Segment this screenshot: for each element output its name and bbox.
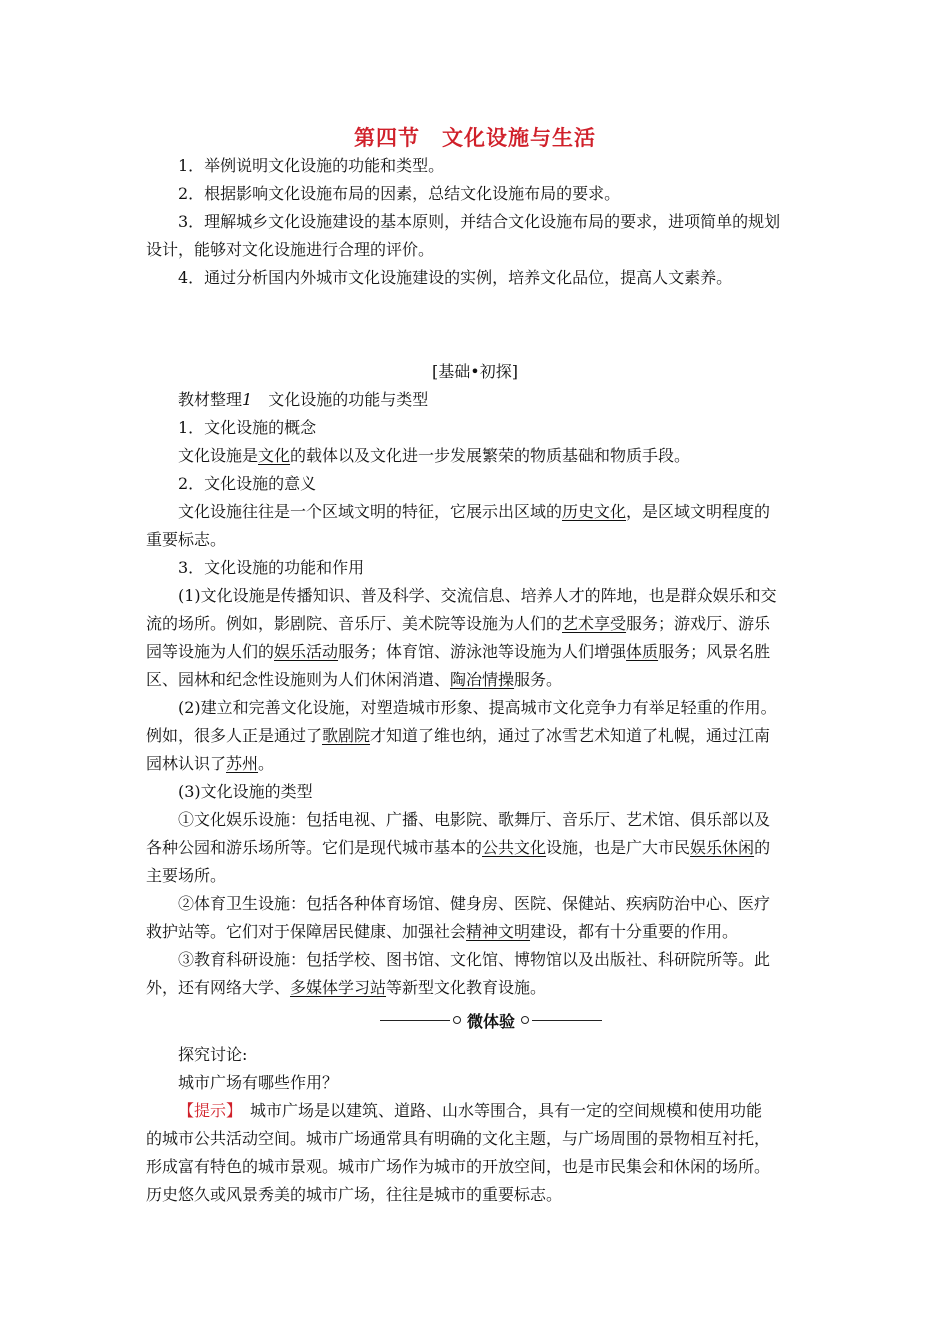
text: 流的场所。例如，影剧院、音乐厅、美术院等设施为人们的 [146,614,563,633]
divider-rule [380,1020,450,1021]
hint-line-2: 的城市公共活动空间。城市广场通常具有明确的文化主题，与广场周围的景物相互衬托， [146,1129,771,1148]
p2-line-3 [146,754,274,774]
p3-a-line-1: ①文化娱乐设施：包括电视、广播、电影院、歌舞厅、音乐厅、艺术馆、俱乐部以及 [178,810,771,829]
hint-line-1 [178,1101,762,1121]
text: 各种公园和游乐场所等。它们是现代城市基本的 [146,838,483,857]
p3-a-line-2 [146,838,770,858]
text: 文化设施往往是一个区域文明的特征，它展示出区域的 [178,502,563,521]
hint-label: 【提示】 [178,1101,235,1120]
text: 例如，很多人正是通过了 [146,726,323,745]
objective-4: 4．通过分析国内外城市文化设施建设的实例，培养文化品位，提高人文素养。 [178,268,733,287]
discussion-question: 城市广场有哪些作用？ [178,1073,339,1092]
text: 的 [754,838,771,857]
text: 救护站等。它们对于保障居民健康、加强社会 [146,922,467,941]
heading-text: 文化设施的功能与类型 [268,390,429,409]
text: 服务；游戏厅、游乐 [626,614,771,633]
micro-experience-label: 微体验 [467,1011,516,1031]
underlined-term: 娱乐休闲 [690,838,755,857]
heading-number: 1 [242,390,253,409]
p3-c-line-2 [146,978,546,998]
p3-c-line-1: ③教育科研设施：包括学校、图书馆、文化馆、博物馆以及出版社、科研院所等。此 [178,950,771,969]
underlined-term: 苏州 [226,754,259,773]
underlined-term: 文化 [258,446,291,465]
divider-rule [532,1020,602,1021]
heading-prefix: 教材整理 [178,390,243,409]
s1-heading: 1．文化设施的概念 [178,418,317,437]
objective-1: 1．举例说明文化设施的功能和类型。 [178,156,445,175]
p3-a-line-3: 主要场所。 [146,866,227,885]
objective-2: 2．根据影响文化设施布局的因素，总结文化设施布局的要求。 [178,184,621,203]
s3-heading: 3．文化设施的功能和作用 [178,558,365,577]
text: 服务；体育馆、游泳池等设施为人们增强 [338,642,627,661]
text: 等新型文化教育设施。 [386,978,547,997]
hint-line-4: 历史悠久或风景秀美的城市广场，往往是城市的重要标志。 [146,1185,563,1204]
divider-dot-icon [521,1016,529,1024]
text: 的载体以及文化进一步发展繁荣的物质基础和物质手段。 [290,446,691,465]
underlined-term: 艺术享受 [562,614,627,633]
underlined-term: 公共文化 [482,838,547,857]
text: ，是区域文明程度的 [626,502,771,521]
text: 外，还有网络大学、 [146,978,291,997]
text: 服务；风景名胜 [658,642,771,661]
text: 建设，都有十分重要的作用。 [530,922,739,941]
text: 。 [258,754,275,773]
p3-b-line-1: ②体育卫生设施：包括各种体育场馆、健身房、医院、保健站、疾病防治中心、医疗 [178,894,771,913]
text: 文化设施是 [178,446,259,465]
underlined-term: 多媒体学习站 [290,978,387,997]
underlined-term: 陶冶情操 [450,670,515,689]
p1-line-3 [146,642,770,662]
divider-dot-icon [453,1016,461,1024]
text: 区、园林和纪念性设施则为人们休闲消遣、 [146,670,451,689]
p1-line-4 [146,670,562,690]
micro-experience-divider [380,1010,602,1030]
p3-heading: (3)文化设施的类型 [178,782,313,801]
p2-line-1: (2)建立和完善文化设施，对塑造城市形象、提高城市文化竞争力有举足轻重的作用。 [178,698,777,717]
text: 设施，也是广大市民 [546,838,691,857]
underlined-term: 精神文明 [466,922,531,941]
p2-line-2 [146,726,770,746]
s2-body-cont: 重要标志。 [146,530,227,549]
underlined-term: 娱乐活动 [274,642,339,661]
page-title: 第四节 文化设施与生活 [354,125,596,150]
section-label: [基础•初探] [432,362,518,381]
objective-3: 3．理解城乡文化设施建设的基本原则，并结合文化设施布局的要求，进项简单的规划 [178,212,781,231]
s1-body [178,446,690,466]
text: 才知道了维也纳，通过了冰雪艺术知道了札幌，通过江南 [370,726,771,745]
s2-body [178,502,770,522]
p1-line-2 [146,614,770,634]
objective-3-cont: 设计，能够对文化设施进行合理的评价。 [146,240,435,259]
p1-line-1: (1)文化设施是传播知识、普及科学、交流信息、培养人才的阵地，也是群众娱乐和交 [178,586,777,605]
underlined-term: 体质 [626,642,659,661]
text: 服务。 [514,670,563,689]
discussion-label: 探究讨论: [178,1045,248,1064]
text: 城市广场是以建筑、道路、山水等围合，具有一定的空间规模和使用功能 [234,1101,763,1120]
hint-line-3: 形成富有特色的城市景观。城市广场作为城市的开放空间，也是市民集会和休闲的场所。 [146,1157,771,1176]
text: 园林认识了 [146,754,227,773]
s2-heading: 2．文化设施的意义 [178,474,317,493]
underlined-term: 歌剧院 [322,726,371,745]
p3-b-line-2 [146,922,738,942]
underlined-term: 历史文化 [562,502,627,521]
text: 园等设施为人们的 [146,642,275,661]
section-heading [178,390,428,410]
